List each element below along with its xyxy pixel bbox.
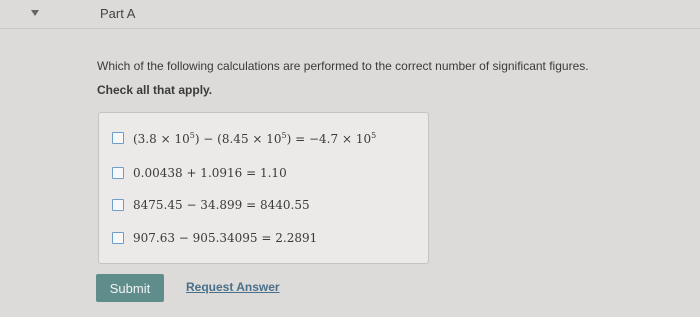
choice-4[interactable] <box>112 230 317 246</box>
part-header[interactable] <box>0 0 700 29</box>
choice-4-checkbox[interactable] <box>112 232 124 244</box>
answer-choices <box>98 112 429 264</box>
question-instruction: Check all that apply. <box>97 83 213 97</box>
choice-2[interactable] <box>112 165 287 181</box>
choice-2-label: 0.00438 + 1.0916 = 1.10 <box>133 166 287 180</box>
choice-3[interactable] <box>112 197 310 213</box>
choice-1[interactable] <box>112 130 376 146</box>
choice-3-label: 8475.45 − 34.899 = 8440.55 <box>133 198 310 212</box>
choice-4-label: 907.63 − 905.34095 = 2.2891 <box>133 231 318 245</box>
question-prompt: Which of the following calculations are performed to the correct number of significant figures. <box>97 59 589 73</box>
choice-2-checkbox[interactable] <box>112 167 124 179</box>
part-title: Part A <box>100 6 136 21</box>
choice-1-label: $(3.8 \times 10^5) - (8.45 \times 10^5) = -4.7 \times 10^5$ <box>133 130 377 146</box>
collapse-caret-icon[interactable] <box>31 10 39 16</box>
choice-1-checkbox[interactable] <box>112 132 124 144</box>
request-answer-link[interactable]: Request Answer <box>186 280 280 294</box>
choice-3-checkbox[interactable] <box>112 199 124 211</box>
submit-button[interactable]: Submit <box>96 274 164 302</box>
